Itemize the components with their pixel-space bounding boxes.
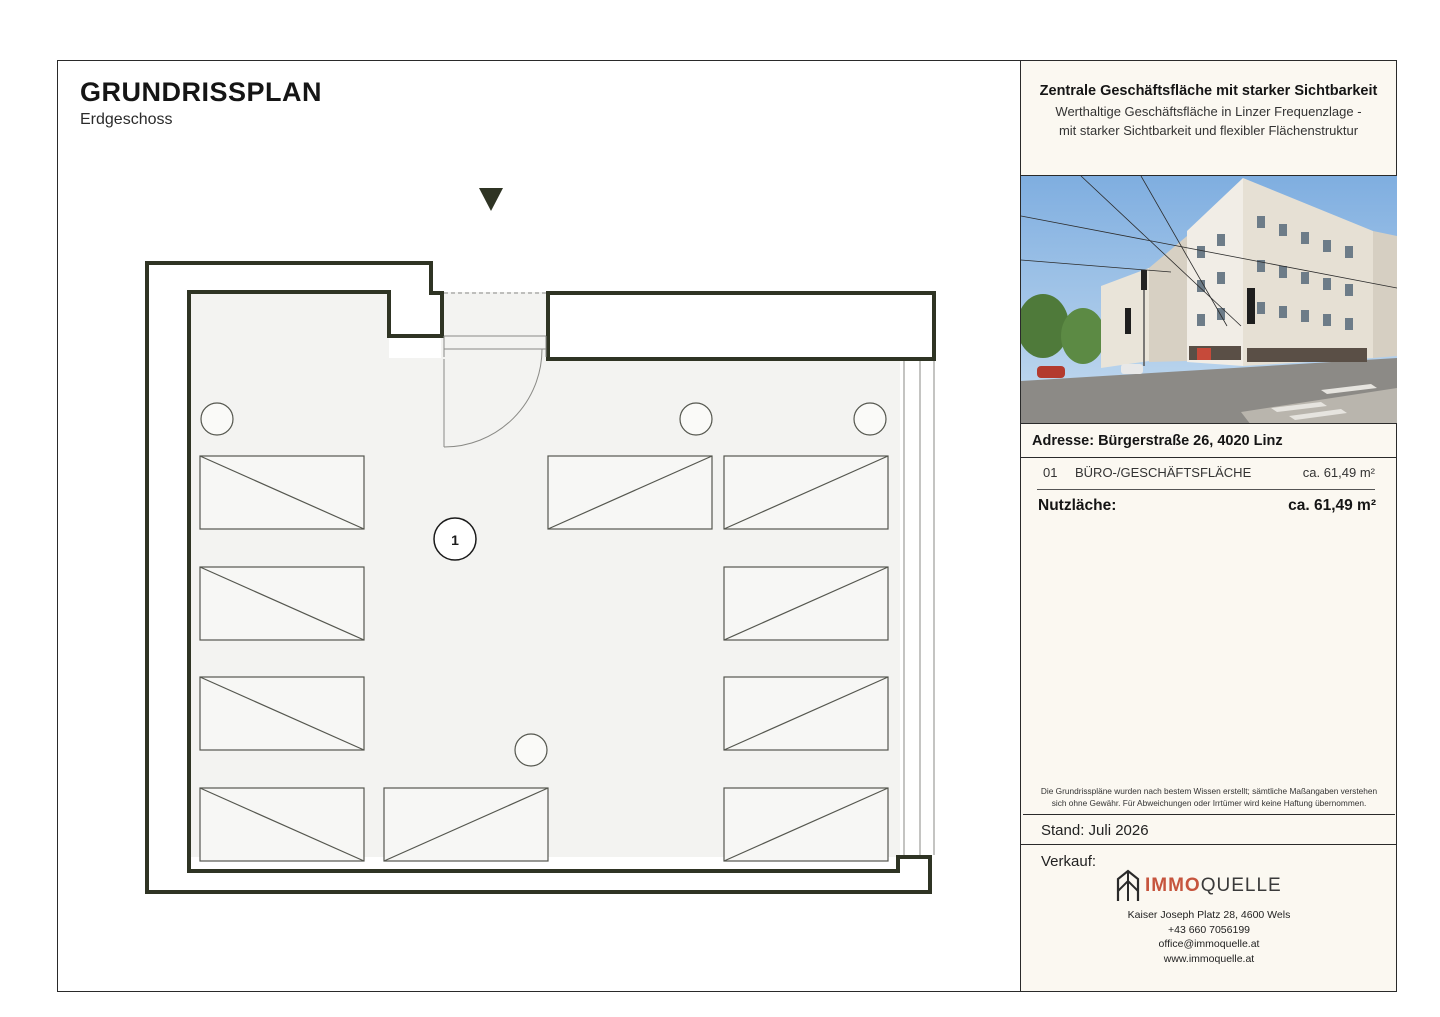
total-row [1038, 497, 1376, 515]
unit-label: BÜRO-/GESCHÄFTSFLÄCHE [1075, 465, 1252, 480]
address: Adresse: Bürgerstraße 26, 4020 Linz [1032, 433, 1283, 449]
disclaimer-line-2: sich ohne Gewähr. Für Abweichungen oder Irrtümer wird keine Haftung übernommen. [1051, 798, 1367, 808]
brand-logo [1115, 869, 1282, 903]
contact-phone[interactable]: +43 660 7056199 [1167, 923, 1251, 936]
document-frame [57, 60, 1397, 992]
entrance-arrow-icon [479, 188, 503, 211]
contact-block [1021, 908, 1397, 966]
total-area: ca. 61,49 m² [1288, 497, 1376, 514]
info-header [1021, 83, 1396, 140]
floor-plan-panel [58, 61, 1020, 991]
divider [1037, 489, 1375, 490]
info-panel [1020, 61, 1396, 991]
plan-title: GRUNDRISSPLAN [80, 77, 323, 107]
contact-street: Kaiser Joseph Platz 28, 4600 Wels [1127, 909, 1291, 921]
brand-name [1145, 875, 1282, 897]
subline-2: mit starker Sichtbarkeit und flexibler Flächenstruktur [1058, 123, 1359, 138]
disclaimer-line-1: Die Grundrisspläne wurden nach bestem Wissen erstellt; sämtliche Maßangaben verstehen [1040, 786, 1378, 796]
verkauf-label: Verkauf: [1041, 853, 1097, 870]
divider [1021, 844, 1397, 845]
disclaimer [1021, 785, 1397, 809]
stand-date: Stand: Juli 2026 [1041, 822, 1149, 839]
headline: Zentrale Geschäftsfläche mit starker Sichtbarkeit [1039, 83, 1378, 99]
contact-web[interactable]: www.immoquelle.at [1163, 952, 1255, 965]
contact-email[interactable]: office@immoquelle.at [1158, 938, 1260, 950]
subline-1: Werthaltige Geschäftsfläche in Linzer Frequenzlage - [1055, 104, 1362, 119]
divider [1021, 457, 1397, 458]
brand-name-part1: IMMO [1145, 875, 1201, 896]
floor-plan-drawing [58, 61, 1020, 993]
unit-area: ca. 61,49 m² [1302, 465, 1375, 480]
total-label: Nutzläche: [1038, 497, 1117, 514]
room-number: 1 [451, 532, 459, 548]
divider [1023, 814, 1395, 815]
plan-subtitle: Erdgeschoss [80, 111, 173, 128]
brand-name-part2: QUELLE [1200, 875, 1282, 896]
unit-number: 01 [1043, 465, 1058, 480]
window-strip [904, 361, 934, 855]
building-photo [1021, 175, 1397, 424]
house-logo-icon [1115, 869, 1141, 903]
